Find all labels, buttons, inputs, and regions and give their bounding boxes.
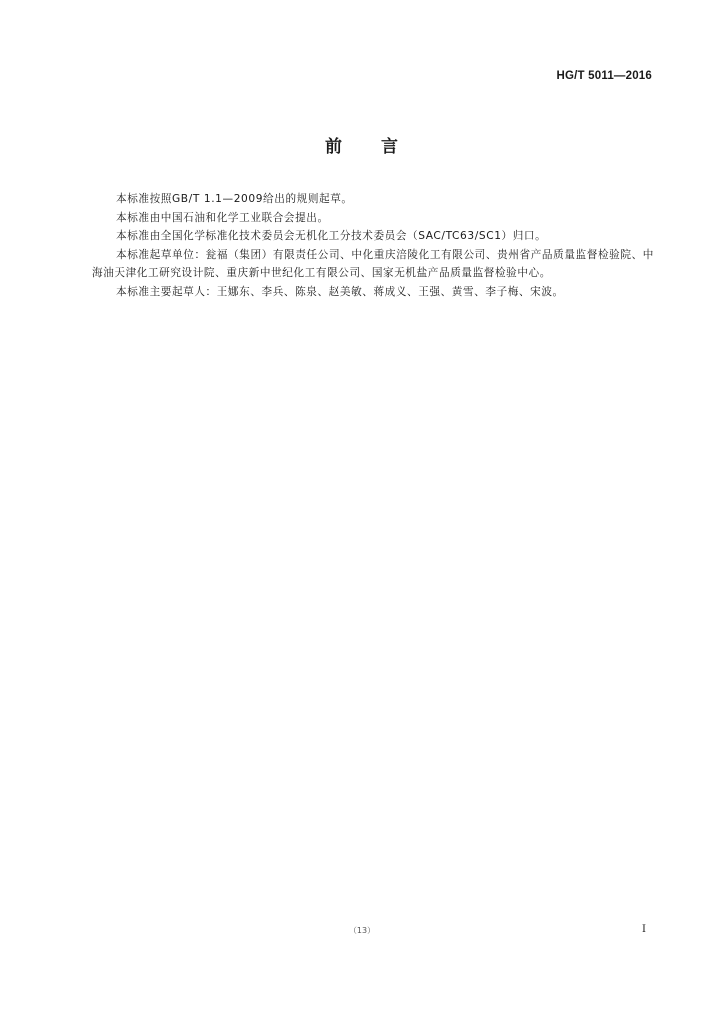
- title-char-1: 前: [325, 137, 343, 157]
- folio-label: （13）: [348, 926, 376, 935]
- paragraph-centralized-by: 本标准由全国化学标准化技术委员会无机化工分技术委员会（SAC/TC63/SC1）归口。: [116, 230, 547, 243]
- paragraph-drafters: 本标准主要起草人：王娜东、李兵、陈泉、赵美敏、蒋成义、王强、黄雪、李子梅、宋波。: [116, 285, 564, 298]
- standard-code: HG/T 5011—2016: [556, 70, 652, 82]
- title-char-2: 言: [381, 137, 399, 157]
- paragraph-drafting-rules: 本标准按照GB/T 1.1—2009给出的规则起草。: [116, 193, 353, 205]
- page-number: I: [642, 924, 646, 935]
- paragraph-proposed-by: 本标准由中国石油和化学工业联合会提出。: [116, 211, 329, 224]
- page-title: [0, 132, 724, 157]
- paragraph-drafting-units: 本标准起草单位：瓮福（集团）有限责任公司、中化重庆涪陵化工有限公司、贵州省产品质量监督检验院、中海油天津化工研究设计院、重庆新中世纪化工有限公司、国家无机盐产品质量监督检验中心。: [92, 248, 654, 280]
- foreword-body: [92, 190, 654, 302]
